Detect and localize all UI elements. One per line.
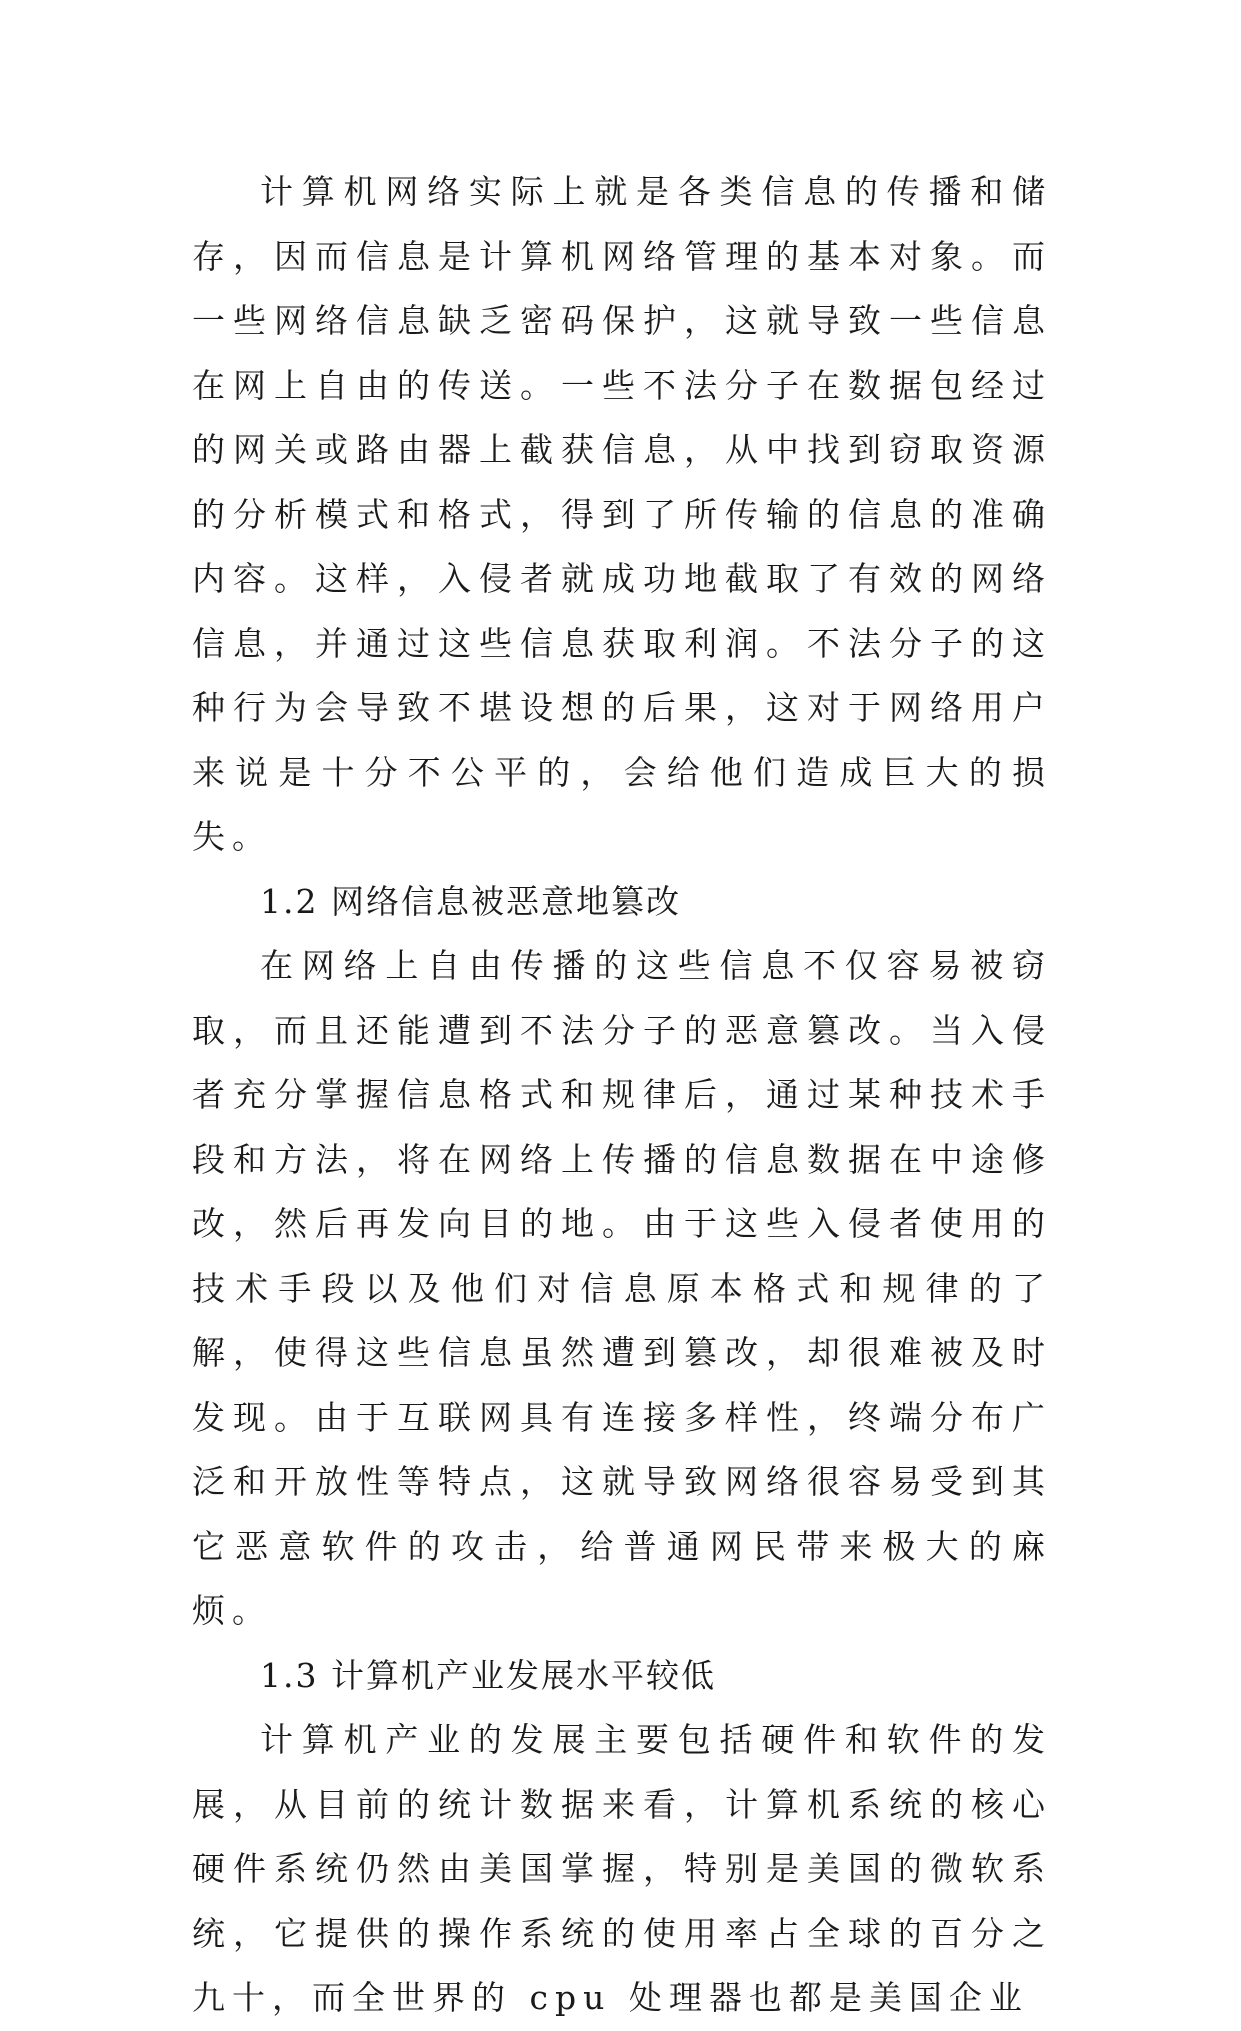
section-heading-1-2: 1.2 网络信息被恶意地篡改 xyxy=(260,881,681,921)
document-body xyxy=(192,160,1052,2031)
paragraph-computer-industry: 计算机产业的发展主要包括硬件和软件的发展，从目前的统计数据来看，计算机系统的核心硬件系统仍然由美国掌握，特别是美国的微软系统，它提供的操作系统的使用率占全球的百分之九十，而全世界的 cpu 处理器也都是美国企业 xyxy=(192,1720,1052,2017)
paragraph-malicious-tampering: 在网络上自由传播的这些信息不仅容易被窃取，而且还能遭到不法分子的恶意篡改。当入侵者充分掌握信息格式和规律后，通过某种技术手段和方法，将在网络上传播的信息数据在中途修改，然后再发向目的地。由于这些入侵者使用的技术手段以及他们对信息原本格式和规律的了解，使得这些信息虽然遭到篡改，却很难被及时发现。由于互联网具有连接多样性，终端分布广泛和开放性等特点，这就导致网络很容易受到其它恶意软件的攻击，给普通网民带来极大的麻烦。 xyxy=(192,946,1052,1630)
section-heading-1-3: 1.3 计算机产业发展水平较低 xyxy=(260,1655,716,1695)
paragraph-information-leak: 计算机网络实际上就是各类信息的传播和储存，因而信息是计算机网络管理的基本对象。而一些网络信息缺乏密码保护，这就导致一些信息在网上自由的传送。一些不法分子在数据包经过的网关或路由器上截获信息，从中找到窃取资源的分析模式和格式，得到了所传输的信息的准确内容。这样，入侵者就成功地截取了有效的网络信息，并通过这些信息获取利润。不法分子的这种行为会导致不堪设想的后果，这对于网络用户来说是十分不公平的，会给他们造成巨大的损失。 xyxy=(192,172,1052,856)
